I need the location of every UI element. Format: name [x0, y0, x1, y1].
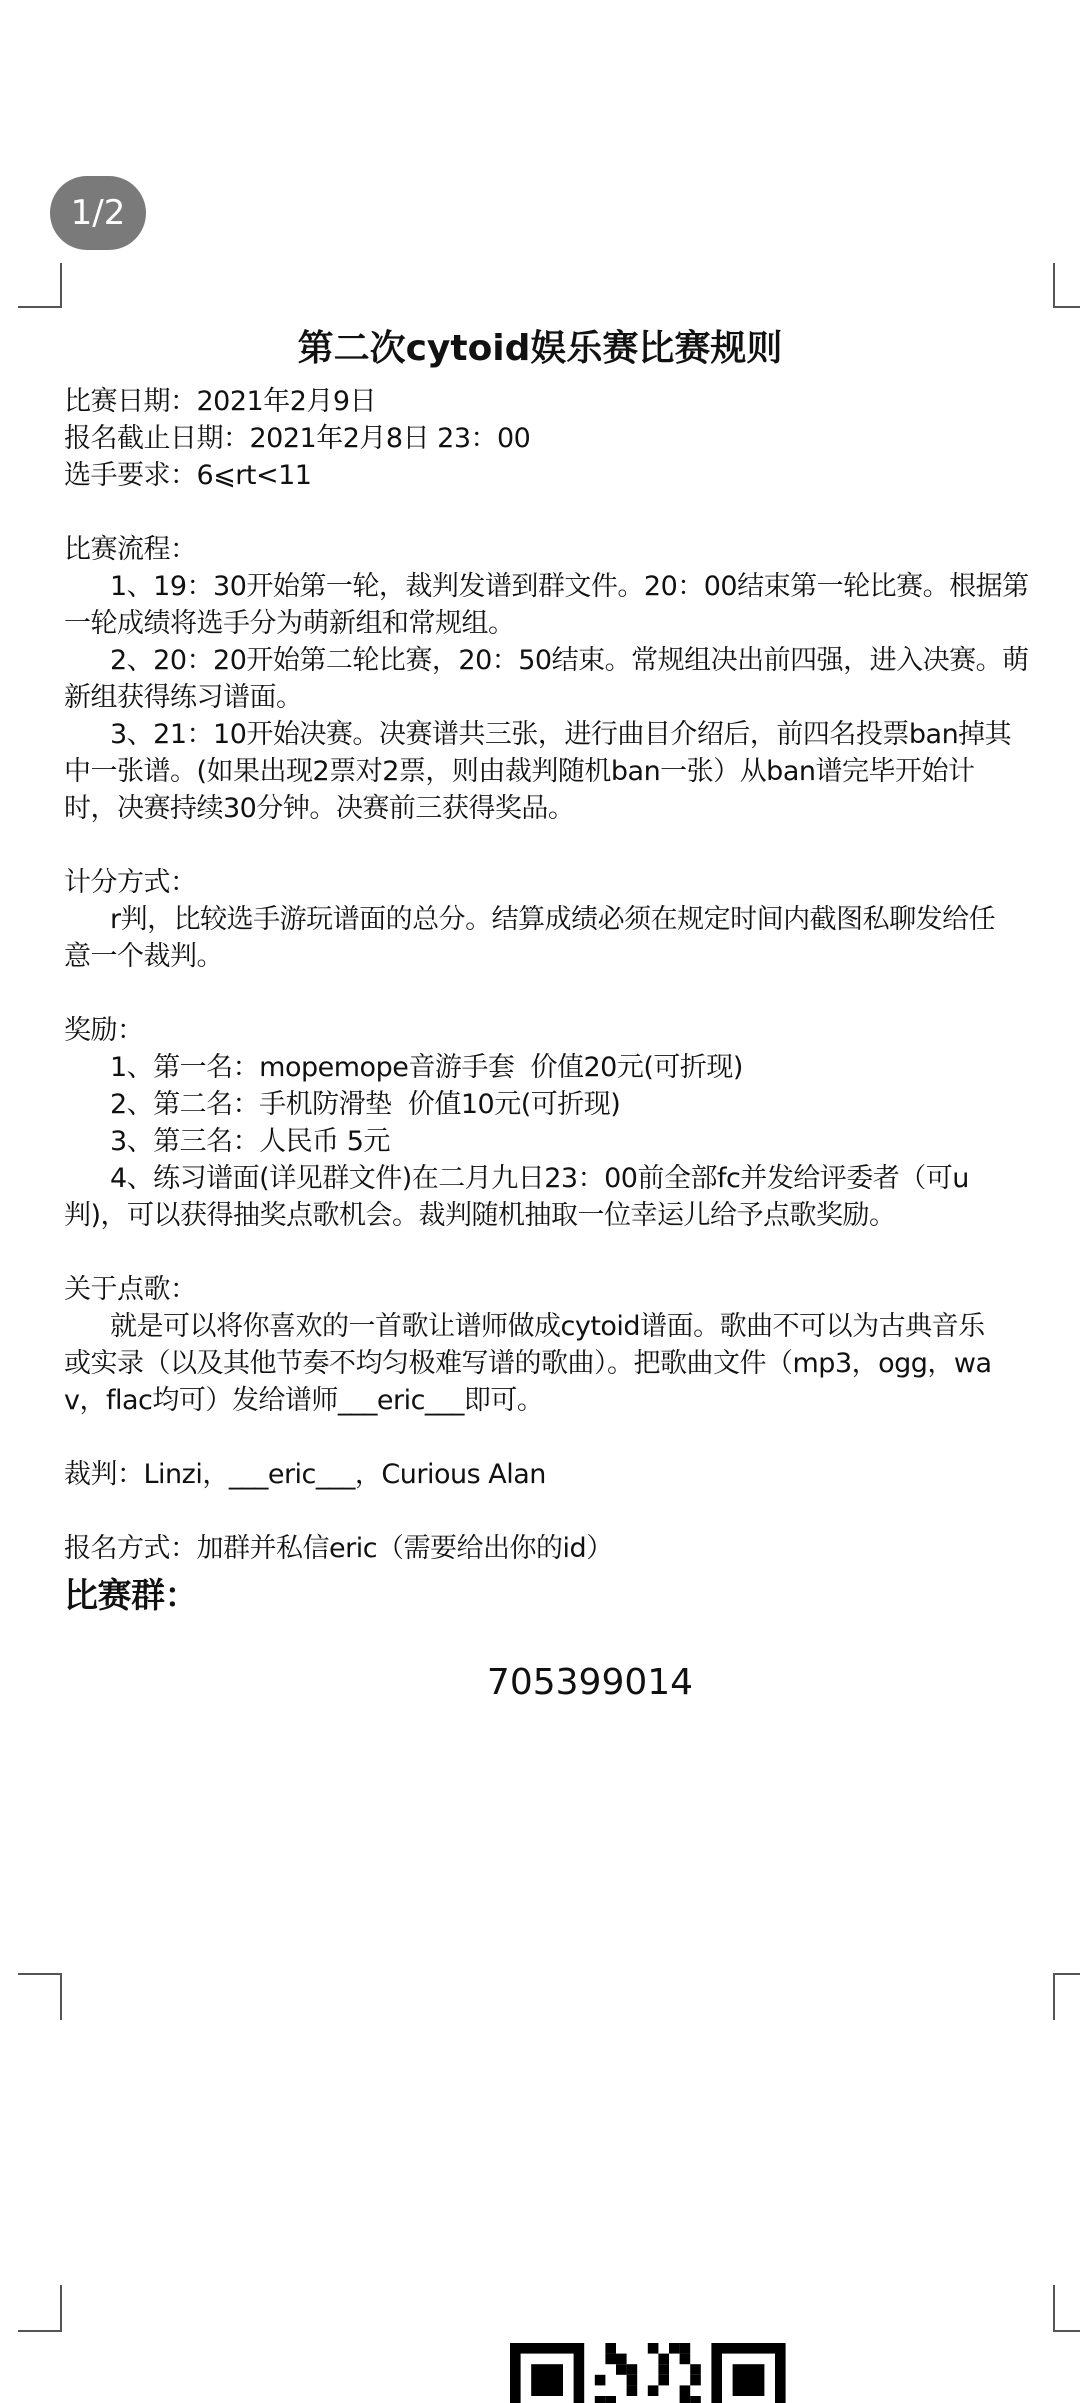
text-line: 2、20：20开始第二轮比赛，20：50结束。常规组决出前四强，进入决赛。萌 [110, 645, 1029, 676]
qr-module [627, 2364, 638, 2375]
text-line: 或实录（以及其他节奏不均匀极难写谱的歌曲）。把歌曲文件（mp3，ogg，wa [64, 1348, 992, 1379]
text-line: 1、19：30开始第一轮，裁判发谱到群文件。20：00结束第一轮比赛。根据第 [110, 571, 1029, 602]
text-line: 2、第二名：手机防滑垫 价值10元(可折现) [110, 1089, 621, 1120]
qr-finder-center [531, 2364, 563, 2396]
text-line: 新组获得练习谱面。 [64, 682, 303, 713]
text-line: 选手要求：6⩽rt<11 [64, 460, 312, 491]
blank-line [64, 827, 1064, 864]
qr-module [595, 2375, 606, 2386]
text-line: 1、第一名：mopemope音游手套 价值20元(可折现) [110, 1052, 743, 1083]
blank-line [64, 1493, 1064, 1530]
qr-module [658, 2354, 669, 2365]
crop-mark-top-right [1053, 263, 1080, 308]
crop-mark-top-left [18, 263, 62, 308]
crop-mark-page2-top-right [1053, 1973, 1080, 2020]
document-body [64, 383, 1064, 1625]
text-line: 意一个裁判。 [64, 941, 223, 972]
qr-module [658, 2375, 669, 2386]
text-line: 3、第三名：人民币 5元 [110, 1126, 390, 1157]
blank-line [64, 1419, 1064, 1456]
qr-module [616, 2364, 627, 2375]
crop-mark-page2-bottom-right [1053, 2285, 1080, 2332]
qr-module [658, 2364, 669, 2375]
text-line: 3、21：10开始决赛。决赛谱共三张，进行曲目介绍后，前四名投票ban掉其 [110, 719, 1012, 750]
crop-mark-page2-bottom-left [18, 2285, 62, 2332]
blank-line [64, 494, 1064, 531]
crop-mark-page2-top-left [18, 1973, 62, 2020]
text-line: 一轮成绩将选手分为萌新组和常规组。 [64, 608, 515, 639]
text-line: 裁判：Linzi，___eric___，Curious Alan [64, 1459, 546, 1490]
text-line: v，flac均可）发给谱师___eric___即可。 [64, 1385, 544, 1416]
text-line: 报名方式：加群并私信eric（需要给出你的id） [64, 1533, 613, 1564]
qr-module [648, 2385, 659, 2396]
text-line: r判，比较选手游玩谱面的总分。结算成绩必须在规定时间内截图私聊发给任 [110, 904, 996, 935]
text-line: 中一张谱。(如果出现2票对2票，则由裁判随机ban一张）从ban谱完毕开始计 [64, 756, 975, 787]
qr-module [680, 2354, 691, 2365]
qr-module [648, 2343, 659, 2354]
text-line: 4、练习谱面(详见群文件)在二月九日23：00前全部fc并发给评委者（可u [110, 1163, 969, 1194]
document-title: 第二次cytoid娱乐赛比赛规则 [297, 328, 783, 369]
text-line: 时，决赛持续30分钟。决赛前三获得奖品。 [64, 793, 575, 824]
qr-code [510, 2343, 786, 2403]
qr-module [616, 2354, 627, 2365]
group-heading: 比赛群： [64, 1576, 198, 1616]
blank-line [64, 975, 1064, 1012]
qr-module [690, 2375, 701, 2386]
qr-module [627, 2375, 638, 2386]
qr-module [669, 2343, 680, 2354]
qr-module [627, 2385, 638, 2396]
text-line: 计分方式： [64, 867, 197, 898]
text-line: 报名截止日期：2021年2月8日 23：00 [64, 423, 531, 454]
text-line: 比赛日期：2021年2月9日 [64, 386, 377, 417]
qr-module [605, 2343, 616, 2354]
qr-finder-center [733, 2364, 765, 2396]
page-indicator: 1/2 [50, 176, 146, 250]
text-line: 关于点歌： [64, 1274, 197, 1305]
text-line: 判)，可以获得抽奖点歌机会。裁判随机抽取一位幸运儿给予点歌奖励。 [64, 1200, 896, 1231]
qr-module [680, 2385, 691, 2396]
blank-line [64, 1234, 1064, 1271]
text-line: 比赛流程： [64, 534, 197, 565]
text-line: 就是可以将你喜欢的一首歌让谱师做成cytoid谱面。歌曲不可以为古典音乐 [110, 1311, 985, 1342]
qr-module [605, 2354, 616, 2365]
text-line: 奖励： [64, 1015, 144, 1046]
qr-module [690, 2364, 701, 2375]
qr-module [680, 2343, 691, 2354]
group-number: 705399014 [486, 1662, 694, 1703]
